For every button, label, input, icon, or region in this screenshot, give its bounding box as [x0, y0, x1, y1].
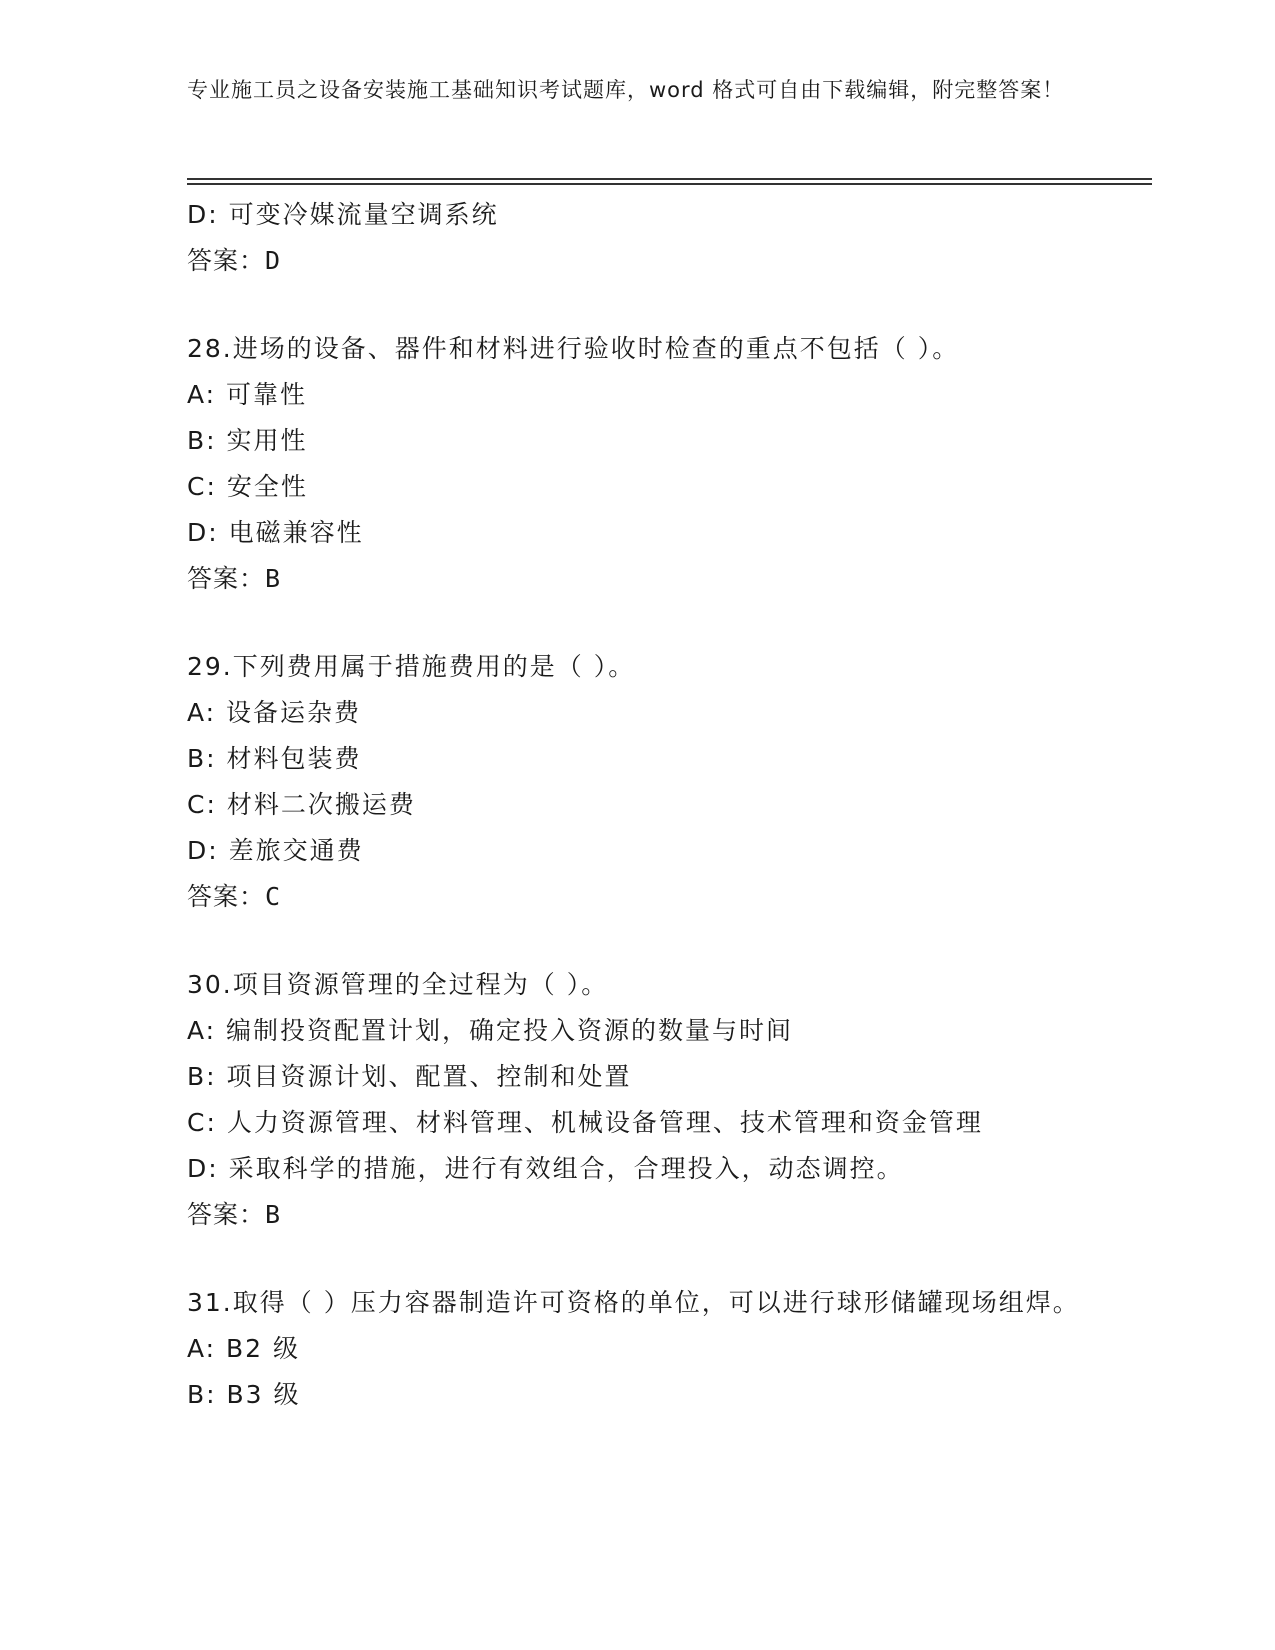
question-31-option-a: A: B2 级: [187, 1334, 301, 1363]
question-29-stem: 29.下列费用属于措施费用的是（ ）。: [187, 652, 636, 681]
question-30-option-d: D: 采取科学的措施，进行有效组合，合理投入，动态调控。: [187, 1154, 904, 1183]
question-29-option-d: D: 差旅交通费: [187, 836, 364, 865]
spacer: [187, 1238, 1087, 1280]
question-31-stem: 31.取得（ ）压力容器制造许可资格的单位，可以进行球形储罐现场组焊。: [187, 1288, 1080, 1317]
question-27-answer: 答案：D: [187, 246, 282, 275]
header-divider-bottom: [187, 183, 1152, 185]
question-29-option-a: A: 设备运杂费: [187, 698, 362, 727]
question-list: [187, 192, 1087, 1418]
question-28-option-c: C: 安全性: [187, 472, 308, 501]
question-29-answer: 答案：C: [187, 882, 282, 911]
question-29-option-c: C: 材料二次搬运费: [187, 790, 416, 819]
question-27-option-d: D: 可变冷媒流量空调系统: [187, 200, 499, 229]
question-30-stem: 30.项目资源管理的全过程为（ ）。: [187, 970, 609, 999]
question-30-option-a: A: 编制投资配置计划，确定投入资源的数量与时间: [187, 1016, 794, 1045]
question-31-option-b: B: B3 级: [187, 1380, 301, 1409]
question-30-answer: 答案：B: [187, 1200, 282, 1229]
spacer: [187, 920, 1087, 962]
question-29-option-b: B: 材料包装费: [187, 744, 362, 773]
question-28-answer: 答案：B: [187, 564, 282, 593]
question-30-option-b: B: 项目资源计划、配置、控制和处置: [187, 1062, 632, 1091]
question-28-option-d: D: 电磁兼容性: [187, 518, 364, 547]
question-30-option-c: C: 人力资源管理、材料管理、机械设备管理、技术管理和资金管理: [187, 1108, 983, 1137]
question-28-option-b: B: 实用性: [187, 426, 308, 455]
document-header: 专业施工员之设备安装施工基础知识考试题库，word 格式可自由下载编辑，附完整答案！: [187, 78, 1065, 102]
question-28-stem: 28.进场的设备、器件和材料进行验收时检查的重点不包括（ ）。: [187, 334, 960, 363]
header-divider-top: [187, 178, 1152, 180]
spacer: [187, 284, 1087, 326]
spacer: [187, 602, 1087, 644]
question-28-option-a: A: 可靠性: [187, 380, 308, 409]
